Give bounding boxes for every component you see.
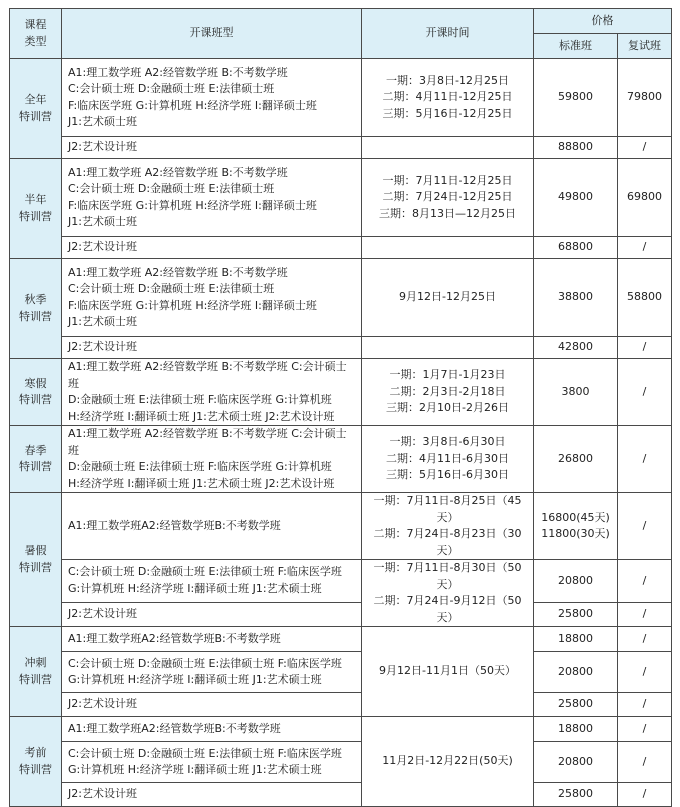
summer-classes-a: A1:理工数学班A2:经管数学班B:不考数学班 <box>62 493 362 560</box>
summer-standard-c: 25800 <box>534 602 618 626</box>
full-year-retake-a: 79800 <box>618 59 672 137</box>
spring-classes: A1:理工数学班 A2:经管数学班 B:不考数学班 C:会计硕士班 D:金融硕士班 E:法律硕士班 F:临床医学班 G:计算机班 H:经济学班 I:翻译硕士班 J1:艺术硕士班 J2:艺术设计班 <box>62 426 362 493</box>
pre-exam-classes-a: A1:理工数学班A2:经管数学班B:不考数学班 <box>62 717 362 742</box>
sprint-retake-b: / <box>618 652 672 693</box>
spring-standard: 26800 <box>534 426 618 493</box>
half-year-classes-a: A1:理工数学班 A2:经管数学班 B:不考数学班 C:会计硕士班 D:金融硕士班 E:法律硕士班 F:临床医学班 G:计算机班 H:经济学班 I:翻译硕士班 J1:艺术硕士班 <box>62 159 362 237</box>
summer-classes-b: C:会计硕士班 D:金融硕士班 E:法律硕士班 F:临床医学班 G:计算机班 H:经济学班 I:翻译硕士班 J1:艺术硕士班 <box>62 560 362 603</box>
full-year-standard-a: 59800 <box>534 59 618 137</box>
pre-exam-time: 11月2日-12月22日(50天) <box>362 717 534 807</box>
pre-exam-standard-b: 20800 <box>534 742 618 783</box>
pre-exam-retake-b: / <box>618 742 672 783</box>
sprint-time: 9月12日-11月1日（50天） <box>362 627 534 717</box>
category-sprint: 冲刺 特训营 <box>10 627 62 717</box>
summer-time-a: 一期：7月11日-8月25日（45天） 二期：7月24日-8月23日（30天） <box>362 493 534 560</box>
half-year-classes-b: J2:艺术设计班 <box>62 237 362 259</box>
category-winter: 寒假 特训营 <box>10 359 62 426</box>
full-year-classes-b: J2:艺术设计班 <box>62 137 362 159</box>
spring-retake: / <box>618 426 672 493</box>
summer-retake-c: / <box>618 602 672 626</box>
half-year-standard-a: 49800 <box>534 159 618 237</box>
winter-standard: 3800 <box>534 359 618 426</box>
half-year-time-empty <box>362 237 534 259</box>
autumn-standard-a: 38800 <box>534 259 618 337</box>
pre-exam-retake-a: / <box>618 717 672 742</box>
summer-standard-a: 16800(45天) 11800(30天) <box>534 493 618 560</box>
autumn-classes-a: A1:理工数学班 A2:经管数学班 B:不考数学班 C:会计硕士班 D:金融硕士班 E:法律硕士班 F:临床医学班 G:计算机班 H:经济学班 I:翻译硕士班 J1:艺术硕士班 <box>62 259 362 337</box>
winter-classes: A1:理工数学班 A2:经管数学班 B:不考数学班 C:会计硕士班 D:金融硕士班 E:法律硕士班 F:临床医学班 G:计算机班 H:经济学班 I:翻译硕士班 J1:艺术硕士班 J2:艺术设计班 <box>62 359 362 426</box>
sprint-classes-b: C:会计硕士班 D:金融硕士班 E:法律硕士班 F:临床医学班 G:计算机班 H:经济学班 I:翻译硕士班 J1:艺术硕士班 <box>62 652 362 693</box>
autumn-standard-b: 42800 <box>534 337 618 359</box>
category-full-year: 全年 特训营 <box>10 59 62 159</box>
category-autumn: 秋季 特训营 <box>10 259 62 359</box>
summer-retake-b: / <box>618 560 672 603</box>
sprint-retake-c: / <box>618 693 672 717</box>
autumn-time: 9月12日-12月25日 <box>362 259 534 337</box>
category-spring: 春季 特训营 <box>10 426 62 493</box>
autumn-retake-b: / <box>618 337 672 359</box>
sprint-classes-c: J2:艺术设计班 <box>62 693 362 717</box>
full-year-time-empty <box>362 137 534 159</box>
summer-time-b: 一期：7月11日-8月30日（50天） 二期：7月24日-9月12日（50天） <box>362 560 534 627</box>
autumn-classes-b: J2:艺术设计班 <box>62 337 362 359</box>
half-year-time: 一期：7月11日-12月25日 二期：7月24日-12月25日 三期：8月13日—12月25日 <box>362 159 534 237</box>
pre-exam-retake-c: / <box>618 783 672 807</box>
full-year-time: 一期：3月8日-12月25日 二期：4月11日-12月25日 三期：5月16日-12月25日 <box>362 59 534 137</box>
header-retake: 复试班 <box>618 34 672 59</box>
header-class-type: 开课班型 <box>62 9 362 59</box>
summer-standard-b: 20800 <box>534 560 618 603</box>
category-half-year: 半年 特训营 <box>10 159 62 259</box>
summer-classes-c: J2:艺术设计班 <box>62 602 362 626</box>
half-year-retake-a: 69800 <box>618 159 672 237</box>
header-category: 课程 类型 <box>10 9 62 59</box>
course-price-table <box>9 8 672 807</box>
autumn-retake-a: 58800 <box>618 259 672 337</box>
sprint-standard-b: 20800 <box>534 652 618 693</box>
sprint-retake-a: / <box>618 627 672 652</box>
winter-retake: / <box>618 359 672 426</box>
sprint-standard-c: 25800 <box>534 693 618 717</box>
autumn-time-empty <box>362 337 534 359</box>
header-start-time: 开课时间 <box>362 9 534 59</box>
winter-time: 一期：1月7日-1月23日 二期：2月3日-2月18日 三期：2月10日-2月26日 <box>362 359 534 426</box>
pre-exam-classes-c: J2:艺术设计班 <box>62 783 362 807</box>
pre-exam-classes-b: C:会计硕士班 D:金融硕士班 E:法律硕士班 F:临床医学班 G:计算机班 H:经济学班 I:翻译硕士班 J1:艺术硕士班 <box>62 742 362 783</box>
full-year-classes-a: A1:理工数学班 A2:经管数学班 B:不考数学班 C:会计硕士班 D:金融硕士班 E:法律硕士班 F:临床医学班 G:计算机班 H:经济学班 I:翻译硕士班 J1:艺术硕士班 <box>62 59 362 137</box>
category-summer: 暑假 特训营 <box>10 493 62 627</box>
half-year-retake-b: / <box>618 237 672 259</box>
spring-time: 一期：3月8日-6月30日 二期：4月11日-6月30日 三期：5月16日-6月30日 <box>362 426 534 493</box>
full-year-retake-b: / <box>618 137 672 159</box>
sprint-standard-a: 18800 <box>534 627 618 652</box>
half-year-standard-b: 68800 <box>534 237 618 259</box>
summer-retake-a: / <box>618 493 672 560</box>
pre-exam-standard-a: 18800 <box>534 717 618 742</box>
header-price: 价格 <box>534 9 672 34</box>
full-year-standard-b: 88800 <box>534 137 618 159</box>
header-standard: 标准班 <box>534 34 618 59</box>
sprint-classes-a: A1:理工数学班A2:经管数学班B:不考数学班 <box>62 627 362 652</box>
category-pre-exam: 考前 特训营 <box>10 717 62 807</box>
pre-exam-standard-c: 25800 <box>534 783 618 807</box>
